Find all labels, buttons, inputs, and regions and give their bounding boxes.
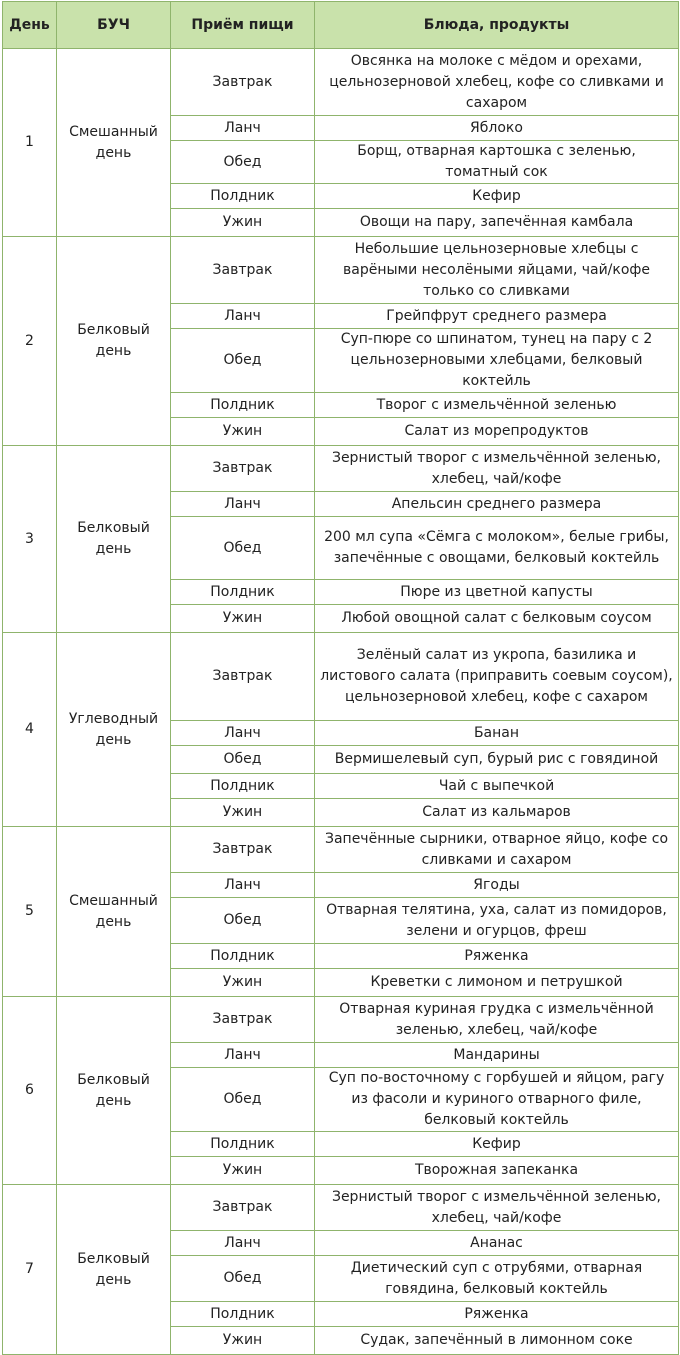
- dish-description: Зелёный салат из укропа, базилика и листового салата (приправить соевым соусом), цельнозерновой хлебец, кофе с сахаром: [315, 633, 679, 721]
- dish-description: Овощи на пару, запечённая камбала: [315, 209, 679, 237]
- meal-name: Полдник: [171, 580, 315, 605]
- dish-description: Творог с измельчённой зеленью: [315, 393, 679, 418]
- meal-name: Обед: [171, 1068, 315, 1132]
- dish-description: Судак, запечённый в лимонном соке: [315, 1327, 679, 1355]
- day-type: Углеводный день: [57, 633, 171, 827]
- day-number: 5: [3, 827, 57, 997]
- dish-description: Зернистый творог с измельчённой зеленью, хлебец, чай/кофе: [315, 1185, 679, 1231]
- meal-name: Завтрак: [171, 446, 315, 492]
- dish-description: Суп по-восточному с горбушей и яйцом, рагу из фасоли и куриного отварного филе, белковый коктейль: [315, 1068, 679, 1132]
- meal-name: Ужин: [171, 969, 315, 997]
- meal-name: Полдник: [171, 1132, 315, 1157]
- day-type: Белковый день: [57, 237, 171, 446]
- dish-description: Борщ, отварная картошка с зеленью, томатный сок: [315, 141, 679, 184]
- meal-name: Ужин: [171, 418, 315, 446]
- table-header: [3, 2, 679, 49]
- meal-name: Ланч: [171, 304, 315, 329]
- meal-name: Ланч: [171, 492, 315, 517]
- dish-description: Чай с выпечкой: [315, 774, 679, 799]
- dish-description: Суп-пюре со шпинатом, тунец на пару с 2 цельнозерновыми хлебцами, белковый коктейль: [315, 329, 679, 393]
- day-number: 1: [3, 49, 57, 237]
- meal-name: Завтрак: [171, 1185, 315, 1231]
- meal-name: Ланч: [171, 116, 315, 141]
- day-type: Белковый день: [57, 1185, 171, 1355]
- meal-name: Полдник: [171, 1302, 315, 1327]
- meal-name: Завтрак: [171, 997, 315, 1043]
- day-number: 7: [3, 1185, 57, 1355]
- table-row: [3, 827, 679, 873]
- meal-name: Обед: [171, 329, 315, 393]
- dish-description: Пюре из цветной капусты: [315, 580, 679, 605]
- dish-description: Зернистый творог с измельчённой зеленью, хлебец, чай/кофе: [315, 446, 679, 492]
- dish-description: Отварная телятина, уха, салат из помидоров, зелени и огурцов, фреш: [315, 898, 679, 944]
- table-row: [3, 446, 679, 492]
- dish-description: Банан: [315, 721, 679, 746]
- dish-description: Ряженка: [315, 1302, 679, 1327]
- header-row: [3, 2, 679, 49]
- dish-description: Небольшие цельнозерновые хлебцы с варёными несолёными яйцами, чай/кофе только со сливками: [315, 237, 679, 304]
- meal-name: Ужин: [171, 209, 315, 237]
- dish-description: Яблоко: [315, 116, 679, 141]
- dish-description: Диетический суп с отрубями, отварная говядина, белковый коктейль: [315, 1256, 679, 1302]
- meal-name: Ужин: [171, 1327, 315, 1355]
- day-number: 2: [3, 237, 57, 446]
- meal-name: Завтрак: [171, 827, 315, 873]
- dish-description: Кефир: [315, 184, 679, 209]
- header-dishes: Блюда, продукты: [315, 2, 679, 49]
- day-number: 3: [3, 446, 57, 633]
- meal-name: Обед: [171, 141, 315, 184]
- header-meal: Приём пищи: [171, 2, 315, 49]
- meal-name: Обед: [171, 1256, 315, 1302]
- meal-name: Обед: [171, 517, 315, 580]
- meal-name: Ланч: [171, 1231, 315, 1256]
- header-day: День: [3, 2, 57, 49]
- meal-name: Полдник: [171, 774, 315, 799]
- day-type: Смешанный день: [57, 49, 171, 237]
- diet-menu-table: [2, 1, 679, 1355]
- dish-description: Отварная куриная грудка с измельчённой зеленью, хлебец, чай/кофе: [315, 997, 679, 1043]
- dish-description: Любой овощной салат с белковым соусом: [315, 605, 679, 633]
- table-row: [3, 633, 679, 721]
- meal-name: Ужин: [171, 605, 315, 633]
- meal-name: Ужин: [171, 1157, 315, 1185]
- dish-description: Креветки с лимоном и петрушкой: [315, 969, 679, 997]
- dish-description: Ряженка: [315, 944, 679, 969]
- dish-description: Ягоды: [315, 873, 679, 898]
- table-row: [3, 1185, 679, 1231]
- meal-name: Ланч: [171, 1043, 315, 1068]
- dish-description: 200 мл супа «Сёмга с молоком», белые грибы, запечённые с овощами, белковый коктейль: [315, 517, 679, 580]
- meal-name: Ланч: [171, 721, 315, 746]
- meal-name: Завтрак: [171, 633, 315, 721]
- dish-description: Салат из морепродуктов: [315, 418, 679, 446]
- dish-description: Творожная запеканка: [315, 1157, 679, 1185]
- meal-name: Ланч: [171, 873, 315, 898]
- dish-description: Вермишелевый суп, бурый рис с говядиной: [315, 746, 679, 774]
- dish-description: Запечённые сырники, отварное яйцо, кофе со сливками и сахаром: [315, 827, 679, 873]
- dish-description: Грейпфрут среднего размера: [315, 304, 679, 329]
- meal-name: Полдник: [171, 393, 315, 418]
- dish-description: Мандарины: [315, 1043, 679, 1068]
- header-buch: БУЧ: [57, 2, 171, 49]
- day-type: Смешанный день: [57, 827, 171, 997]
- meal-name: Полдник: [171, 184, 315, 209]
- meal-name: Обед: [171, 746, 315, 774]
- table-row: [3, 997, 679, 1043]
- dish-description: Салат из кальмаров: [315, 799, 679, 827]
- dish-description: Кефир: [315, 1132, 679, 1157]
- table-row: [3, 49, 679, 116]
- meal-name: Обед: [171, 898, 315, 944]
- dish-description: Овсянка на молоке с мёдом и орехами, цельнозерновой хлебец, кофе со сливками и сахаром: [315, 49, 679, 116]
- meal-name: Завтрак: [171, 49, 315, 116]
- dish-description: Ананас: [315, 1231, 679, 1256]
- table-body: [3, 49, 679, 1355]
- day-type: Белковый день: [57, 446, 171, 633]
- meal-name: Ужин: [171, 799, 315, 827]
- meal-name: Полдник: [171, 944, 315, 969]
- dish-description: Апельсин среднего размера: [315, 492, 679, 517]
- day-number: 6: [3, 997, 57, 1185]
- day-type: Белковый день: [57, 997, 171, 1185]
- day-number: 4: [3, 633, 57, 827]
- table-row: [3, 237, 679, 304]
- meal-name: Завтрак: [171, 237, 315, 304]
